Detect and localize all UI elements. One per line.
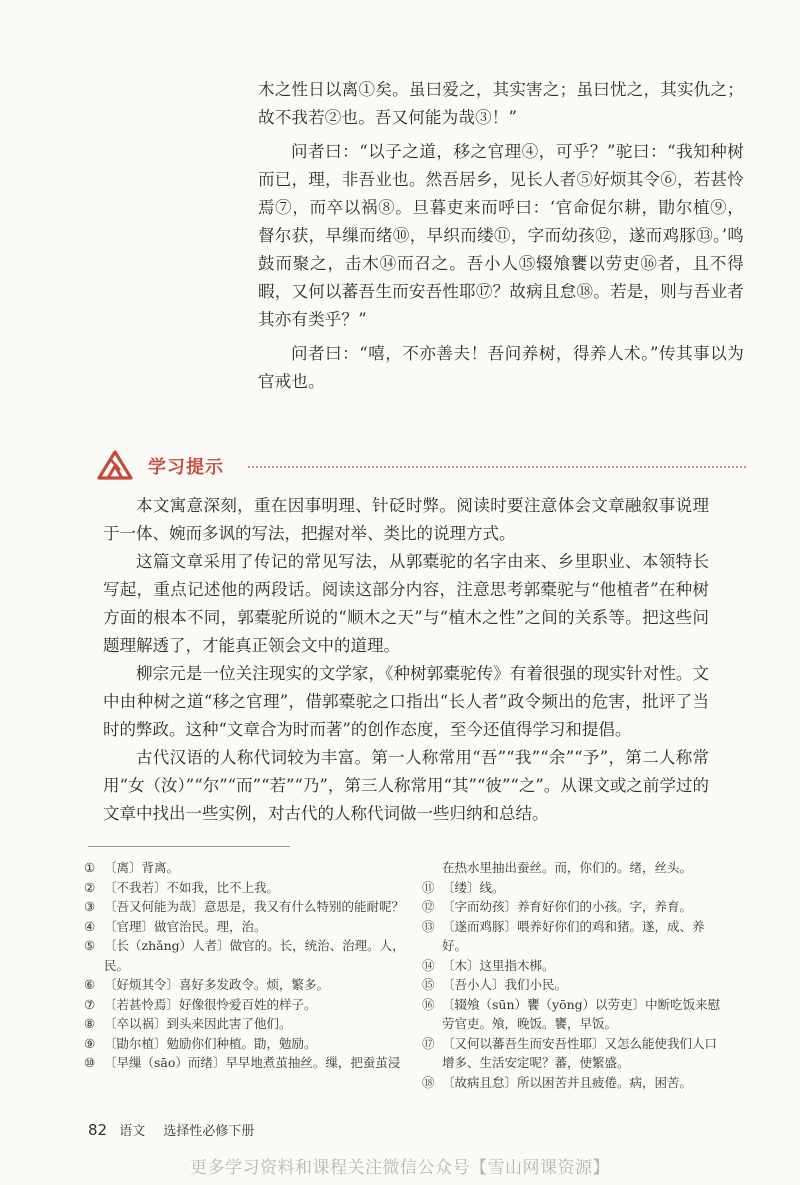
footnote: [422, 1073, 722, 1093]
footnote-number: ⑮: [422, 977, 435, 992]
book-title: 选择性必修下册: [163, 1124, 255, 1139]
footnote: [84, 975, 414, 995]
footnote-number: ⑯: [422, 996, 435, 1012]
footnote: [84, 1034, 414, 1054]
study-tips-body: [103, 492, 709, 828]
tip-paragraph-4: 古代汉语的人称代词较为丰富。第一人称常用“吾”“我”“余”“予”，第二人称常用“女（汝）”“尔”“而”“若”“乃”，第三人称常用“其”“彼”“之”。从课文或之前学过的文章中找出一些实例，对古代的人称代词做一些归纳和总结。: [103, 748, 709, 823]
footnote: [84, 936, 414, 975]
footnote-number: ⑩: [84, 1055, 96, 1070]
footnote: [84, 1053, 414, 1073]
main-paragraph-2: 问者曰：“以子之道，移之官理④，可乎？”驼曰：“我知种树而已，理，非吾业也。然吾居乡，见长人者⑤好烦其令⑥，若甚怜焉⑦，而卒以祸⑧。旦暮吏来而呼曰：‘官命促尔耕，勖尔植⑨，督尔获，早缫而绪⑩，早织而缕⑪，字而幼孩⑫，遂而鸡豚⑬。’鸣鼓而聚之，击木⑭而召之。吾小人⑮辍飧饔以劳吏⑯者，且不得暇，又何以蕃吾生而安吾性耶⑰？故病且怠⑱。若是，则与吾业者其亦有类乎？”: [258, 142, 744, 329]
main-text: [258, 76, 744, 396]
footnote-text: 〔遂而鸡豚〕喂养好你们的鸡和猪。遂，成、养好。: [442, 918, 705, 953]
footnote: [422, 897, 722, 917]
footnote-text: 〔长（zhǎng）人者〕做官的。长，统治、治理。人，民。: [104, 938, 405, 973]
footnote: [422, 1034, 722, 1073]
footnote-text: 〔字而幼孩〕养育好你们的小孩。字，养育。: [442, 899, 693, 914]
footnote-text: 〔不我若〕不如我，比不上我。: [104, 879, 280, 895]
footnote-text: 〔缕〕线。: [442, 879, 505, 895]
footnote-number: ⑧: [84, 1016, 96, 1031]
footnote: [84, 897, 414, 917]
footnote-number: ④: [84, 918, 96, 934]
footnote-text: 〔故病且怠〕所以困苦并且疲倦。病，困苦。: [442, 1074, 693, 1090]
footnote: [84, 917, 414, 937]
tip-paragraph-1: 本文寓意深刻，重在因事明理、针砭时弊。阅读时要注意体会文章融叙事说理于一体、婉而多讽的写法，把握对举、类比的说理方式。: [103, 496, 709, 543]
footnote-text: 〔又何以蕃吾生而安吾性耶〕又怎么能使我们人口增多、生活安定呢？蕃，使繁盛。: [442, 1035, 718, 1070]
footnote: [422, 975, 722, 995]
subject-label: 语文: [119, 1124, 146, 1139]
footnote-text: 〔官理〕做官治民。理，治。: [104, 918, 267, 934]
main-paragraph-1: 木之性日以离①矣。虽曰爱之，其实害之；虽曰忧之，其实仇之；故不我若②也。吾又何能为哉③！”: [258, 80, 744, 127]
footnote-number: ③: [84, 899, 96, 914]
footnote-number: ⑥: [84, 977, 96, 992]
footnote-text: 〔若甚怜焉〕好像很怜爱百姓的样子。: [104, 996, 317, 1012]
footnote: [84, 995, 414, 1015]
footnote-text: 〔吾小人〕我们小民。: [442, 977, 568, 992]
footnote-text: 〔卒以祸〕到头来因此害了他们。: [104, 1016, 292, 1031]
footnote-number: ②: [84, 879, 96, 895]
footnotes-left: [84, 858, 414, 1073]
footnote: [84, 858, 414, 878]
page-footer: [88, 1120, 254, 1139]
footnote-number: ⑨: [84, 1035, 96, 1051]
dotted-divider: [248, 466, 746, 468]
footnote: [84, 1014, 414, 1034]
footnote-number: ⑬: [422, 918, 435, 934]
footnote: [422, 956, 722, 976]
tip-paragraph-3: 柳宗元是一位关注现实的文学家，《种树郭橐驼传》有着很强的现实针对性。文中由种树之道“移之官理”，借郭橐驼之口指出“长人者”政令频出的危害，批评了当时的弊政。这种“文章合为时而著”的创作态度，至今还值得学习和提倡。: [103, 664, 709, 739]
footnote-text: 〔离〕背离。: [104, 860, 180, 875]
footnote: [422, 878, 722, 898]
footnotes-right: [422, 858, 722, 1092]
footnote-number: ⑫: [422, 899, 435, 914]
footnote: [84, 878, 414, 898]
footnote-continuation: 在热水里抽出蚕丝。而，你们的。绪，丝头。: [442, 860, 693, 875]
study-tips-header: [96, 448, 746, 482]
footnote-number: ⑪: [422, 879, 435, 895]
study-tips-title: 学习提示: [148, 457, 224, 478]
footnote-number: ⑰: [422, 1035, 435, 1051]
footnote-number: ⑤: [84, 938, 96, 953]
page-number: 82: [88, 1121, 108, 1139]
footnote-text: 〔木〕这里指木梆。: [442, 957, 555, 973]
footnote: [422, 917, 722, 956]
footnote-text: 〔吾又何能为哉〕意思是，我又有什么特别的能耐呢？: [104, 899, 405, 914]
footnote-text: 〔辍飧（sūn）饔（yōng）以劳吏〕中断吃饭来慰劳官吏。飧，晚饭。饔，早饭。: [442, 996, 721, 1031]
study-tips-icon: [96, 448, 134, 482]
main-paragraph-3: 问者曰：“嘻，不亦善夫！吾问养树，得养人术。”传其事以为官戒也。: [258, 344, 744, 391]
footnote-number: ⑦: [84, 996, 96, 1012]
footnote-text: 〔勖尔植〕勉励你们种植。勖，勉励。: [104, 1035, 317, 1051]
footnote-number: ⑭: [422, 957, 435, 973]
footnote-number: ⑱: [422, 1074, 435, 1090]
footnote-rule: [88, 846, 290, 847]
footnote: [422, 995, 722, 1034]
footnote-text: 〔好烦其令〕喜好多发政令。烦，繁多。: [104, 977, 330, 992]
footnote-number: ①: [84, 860, 96, 875]
tip-paragraph-2: 这篇文章采用了传记的常见写法，从郭橐驼的名字由来、乡里职业、本领特长写起，重点记述他的两段话。阅读这部分内容，注意思考郭橐驼与“他植者”在种树方面的根本不同，郭橐驼所说的“顺木之天”与“植木之性”之间的关系等。把这些问题理解透了，才能真正领会文中的道理。: [103, 552, 709, 655]
footnote-text: 〔早缫（sāo）而绪〕早早地煮茧抽丝。缫，把蚕茧浸: [104, 1055, 401, 1070]
watermark: 更多学习资料和课程关注微信公众号【雪山网课资源】: [190, 1158, 610, 1178]
